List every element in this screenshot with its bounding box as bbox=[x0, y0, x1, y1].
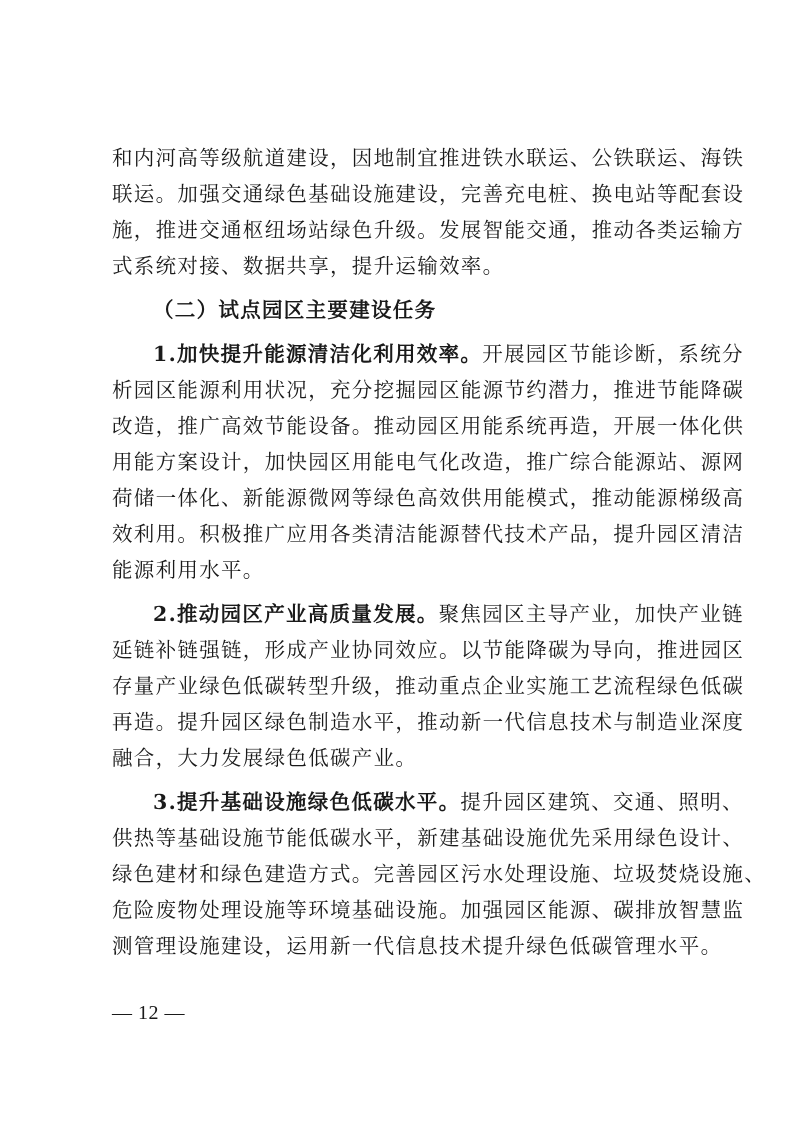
text-line: 式系统对接、数据共享，提升运输效率。 bbox=[112, 254, 505, 278]
item-1-first-line-rest: 开展园区节能诊断，系统分 bbox=[482, 342, 744, 366]
page-number: — 12 — bbox=[112, 1002, 185, 1024]
text-line: 用能方案设计，加快园区用能电气化改造，推广综合能源站、源网 bbox=[112, 450, 745, 474]
text-line: 施，推进交通枢纽场站绿色升级。发展智能交通，推动各类运输方 bbox=[112, 218, 745, 242]
text-line: 测管理设施建设，运用新一代信息技术提升绿色低碳管理水平。 bbox=[112, 934, 723, 958]
text-line: 析园区能源利用状况，充分挖掘园区能源节约潜力，推进节能降碳 bbox=[112, 378, 745, 402]
text-line: 效利用。积极推广应用各类清洁能源替代技术产品，提升园区清洁 bbox=[112, 522, 745, 546]
text-line: 供热等基础设施节能低碳水平，新建基础设施优先采用绿色设计、 bbox=[112, 826, 745, 850]
text-line: 和内河高等级航道建设，因地制宜推进铁水联运、公铁联运、海铁 bbox=[112, 146, 745, 170]
item-3-first-line-rest: 提升园区建筑、交通、照明、 bbox=[460, 790, 744, 814]
text-line-first bbox=[112, 336, 744, 372]
text-line: 融合，大力发展绿色低碳产业。 bbox=[112, 746, 418, 770]
paragraph-intro bbox=[112, 140, 745, 284]
paragraph-item-2 bbox=[112, 596, 745, 776]
paragraph-item-3 bbox=[112, 784, 766, 964]
section-heading: （二）试点园区主要建设任务 bbox=[153, 298, 437, 322]
text-line: 存量产业绿色低碳转型升级，推动重点企业实施工艺流程绿色低碳 bbox=[112, 674, 745, 698]
text-line: 荷储一体化、新能源微网等绿色高效供用能模式，推动能源梯级高 bbox=[112, 486, 745, 510]
text-line: 再造。提升园区绿色制造水平，推动新一代信息技术与制造业深度 bbox=[112, 710, 745, 734]
text-line: 能源利用水平。 bbox=[112, 558, 265, 582]
text-line: 联运。加强交通绿色基础设施建设，完善充电桩、换电站等配套设 bbox=[112, 182, 745, 206]
text-line-first bbox=[112, 784, 744, 820]
text-line: 绿色建材和绿色建造方式。完善园区污水处理设施、垃圾焚烧设施、 bbox=[112, 862, 766, 886]
item-1-lead: 1.加快提升能源清洁化利用效率。 bbox=[153, 342, 483, 366]
document-body bbox=[112, 140, 766, 964]
text-line: 改造，推广高效节能设备。推动园区用能系统再造，开展一体化供 bbox=[112, 414, 745, 438]
item-3-lead: 3.提升基础设施绿色低碳水平。 bbox=[153, 790, 461, 814]
item-2-first-line-rest: 聚焦园区主导产业，加快产业链 bbox=[438, 602, 744, 626]
spacer bbox=[112, 284, 690, 292]
spacer bbox=[112, 588, 690, 596]
paragraph-item-1 bbox=[112, 336, 745, 588]
spacer bbox=[112, 776, 690, 784]
text-line: 延链补链强链，形成产业协同效应。以节能降碳为导向，推进园区 bbox=[112, 638, 745, 662]
text-line-first bbox=[112, 596, 744, 632]
item-2-lead: 2.推动园区产业高质量发展。 bbox=[153, 602, 439, 626]
spacer bbox=[112, 328, 690, 336]
text-line: 危险废物处理设施等环境基础设施。加强园区能源、碳排放智慧监 bbox=[112, 898, 745, 922]
